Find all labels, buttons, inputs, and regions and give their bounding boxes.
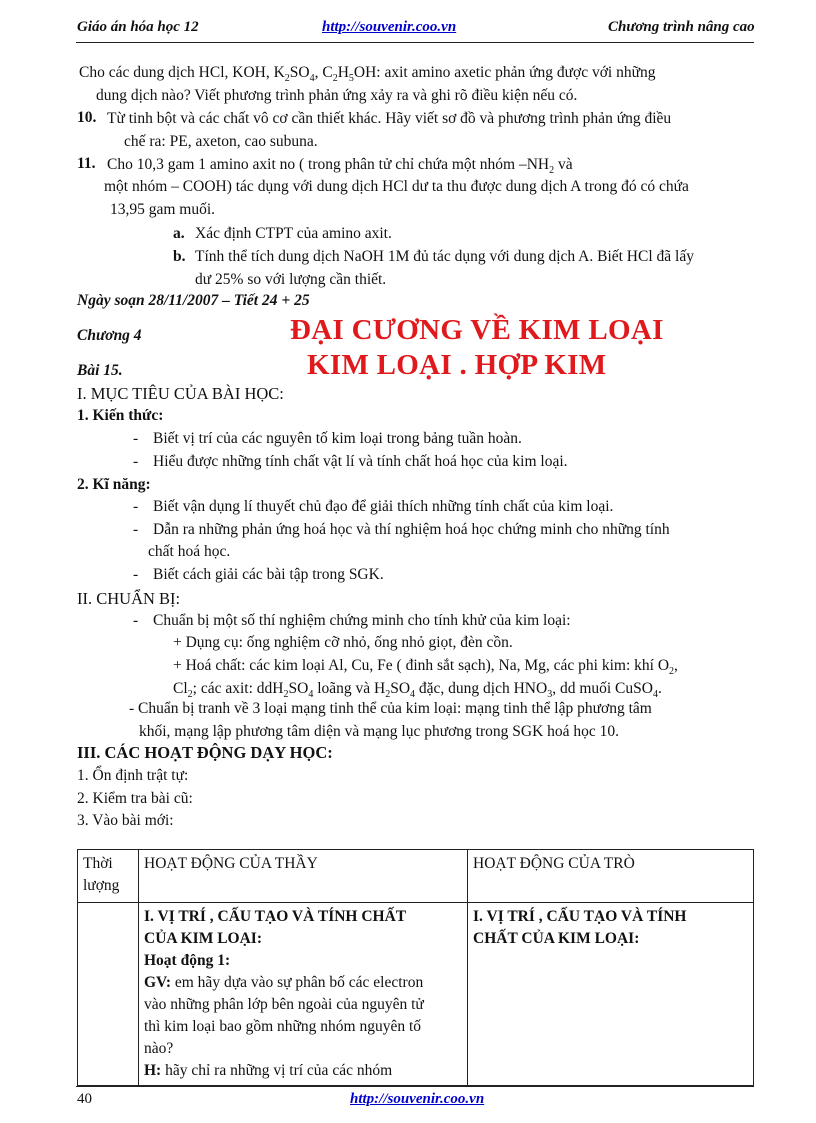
header-left: Giáo án hóa học 12: [77, 19, 199, 35]
header-time-cell: Thời lượng: [78, 850, 139, 903]
bullet-dash: -: [133, 453, 139, 470]
prep-chemicals-line1: + Hoá chất: các kim loại Al, Cu, Fe ( đinh sắt sạch), Na, Mg, các phi kim: khí $O_2$,: [173, 657, 678, 678]
header-student-cell: HOẠT ĐỘNG CỦA TRÒ: [468, 850, 754, 903]
skills-item-2-line2: chất hoá học.: [148, 543, 231, 560]
header-teacher-cell: HOẠT ĐỘNG CỦA THẦY: [139, 850, 468, 903]
step-1: 1. Ổn định trật tự:: [77, 767, 189, 784]
skills-item-3: Biết cách giải các bài tập trong SGK.: [153, 566, 384, 583]
q9-line2: dung dịch nào? Viết phương trình phản ứng xảy ra và ghi rõ điều kiện nếu có.: [96, 87, 578, 104]
bullet-dash: -: [133, 612, 139, 629]
skills-heading: 2. Kĩ năng:: [77, 476, 151, 493]
teacher-question: GV: em hãy dựa vào sự phân bố các electron vào những phân lớp bên ngoài của nguyên tử thì kim loại bao gồm những nhóm nguyên tố nào?: [144, 974, 424, 1057]
q11-number: 11.: [77, 155, 96, 172]
activity-label: Hoạt động 1:: [144, 952, 231, 969]
q11a-text: Xác định CTPT của amino axit.: [195, 225, 392, 242]
footer-link[interactable]: http://souvenir.coo.vn: [350, 1091, 485, 1107]
knowledge-heading: 1. Kiến thức:: [77, 407, 164, 424]
header-rule: [76, 42, 754, 43]
prep-chemicals-line2: $Cl_2$; các axit: $ddH_2SO_4$ loãng và $H_2SO_4$ đặc, dung dịch $HNO_3$, dd muối CuSO$_4$.: [173, 680, 662, 701]
prep-item-2-line1: - Chuẩn bị tranh về 3 loại mạng tinh thể của kim loại: mạng tinh thể lập phương tâm: [129, 700, 652, 717]
teacher-cell: [139, 903, 468, 1086]
time-cell: [78, 903, 139, 1086]
q11a-label: a.: [173, 225, 185, 242]
q9-line1: Cho các dung dịch HCl, KOH, $K_2SO_4$, $C_2H_5OH$: axit amino axetic phản ứng được với những: [79, 64, 656, 85]
student-section-heading: I. VỊ TRÍ , CẤU TẠO VÀ TÍNH CHẤT CỦA KIM LOẠI:: [473, 908, 687, 947]
skills-item-1: Biết vận dụng lí thuyết chủ đạo để giải thích những tính chất của kim loại.: [153, 498, 614, 515]
step-2: 2. Kiểm tra bài cũ:: [77, 790, 193, 807]
prep-tools: + Dụng cụ: ống nghiệm cỡ nhỏ, ống nhỏ giọt, đèn cồn.: [173, 634, 513, 651]
knowledge-item-2: Hiểu được những tính chất vật lí và tính chất hoá học của kim loại.: [153, 453, 568, 470]
footer-rule: [76, 1086, 754, 1087]
q10-number: 10.: [77, 109, 97, 126]
chapter-title: ĐẠI CƯƠNG VỀ KIM LOẠI: [290, 314, 664, 346]
q11-line3: 13,95 gam muối.: [110, 201, 216, 218]
q11-line1: Cho 10,3 gam 1 amino axit no ( trong phân tử chỉ chứa một nhóm $-NH_2$ và: [107, 156, 573, 177]
teacher-section-heading: I. VỊ TRÍ , CẤU TẠO VÀ TÍNH CHẤT CỦA KIM LOẠI:: [144, 908, 407, 947]
section3-heading: III. CÁC HOẠT ĐỘNG DẠY HỌC:: [77, 743, 333, 762]
lesson-title: KIM LOẠI . HỢP KIM: [307, 349, 607, 381]
q11b-label: b.: [173, 248, 186, 265]
prep-item-2-line2: khối, mạng lập phương tâm diện và mạng lục phương trong SGK hoá học 10.: [139, 723, 620, 740]
page-number: 40: [77, 1091, 92, 1107]
prep-item-1: Chuẩn bị một số thí nghiệm chứng minh cho tính khử của kim loại:: [153, 612, 571, 629]
q11-line2: một nhóm – COOH) tác dụng với dung dịch HCl dư ta thu được dung dịch A trong đó có chứa: [104, 178, 689, 195]
header-right: Chương trình nâng cao: [608, 19, 755, 35]
section1-heading: I. MỤC TIÊU CỦA BÀI HỌC:: [77, 384, 284, 403]
header-link[interactable]: http://souvenir.coo.vn: [322, 19, 457, 35]
skills-item-2-line1: Dẫn ra những phản ứng hoá học và thí nghiệm hoá học chứng minh cho những tính: [153, 521, 670, 538]
table-row: [78, 903, 754, 1086]
activities-table: [77, 849, 754, 1086]
bullet-dash: -: [133, 566, 139, 583]
step-3: 3. Vào bài mới:: [77, 812, 174, 829]
knowledge-item-1: Biết vị trí của các nguyên tố kim loại trong bảng tuần hoàn.: [153, 430, 522, 447]
teacher-prompt: H: hãy chỉ ra những vị trí của các nhóm: [144, 1062, 393, 1079]
q10-line2: chế ra: PE, axeton, cao subuna.: [124, 133, 318, 150]
q10-line1: Từ tinh bột và các chất vô cơ cần thiết khác. Hãy viết sơ đồ và phương trình phản ứng điều: [107, 110, 672, 127]
bullet-dash: -: [133, 498, 139, 515]
student-cell: [468, 903, 754, 1086]
lesson-date: Ngày soạn 28/11/2007 – Tiết 24 + 25: [77, 292, 310, 309]
bullet-dash: -: [133, 521, 139, 538]
bullet-dash: -: [133, 430, 139, 447]
section2-heading: II. CHUẨN BỊ:: [77, 589, 181, 608]
chapter-label: Chương 4: [77, 327, 142, 344]
table-header-row: [78, 850, 754, 903]
q11b-line1: Tính thể tích dung dịch NaOH 1M đủ tác dụng với dung dịch A. Biết HCl đã lấy: [195, 248, 694, 265]
q11b-line2: dư 25% so với lượng cần thiết.: [195, 271, 387, 288]
lesson-label: Bài 15.: [77, 362, 123, 379]
